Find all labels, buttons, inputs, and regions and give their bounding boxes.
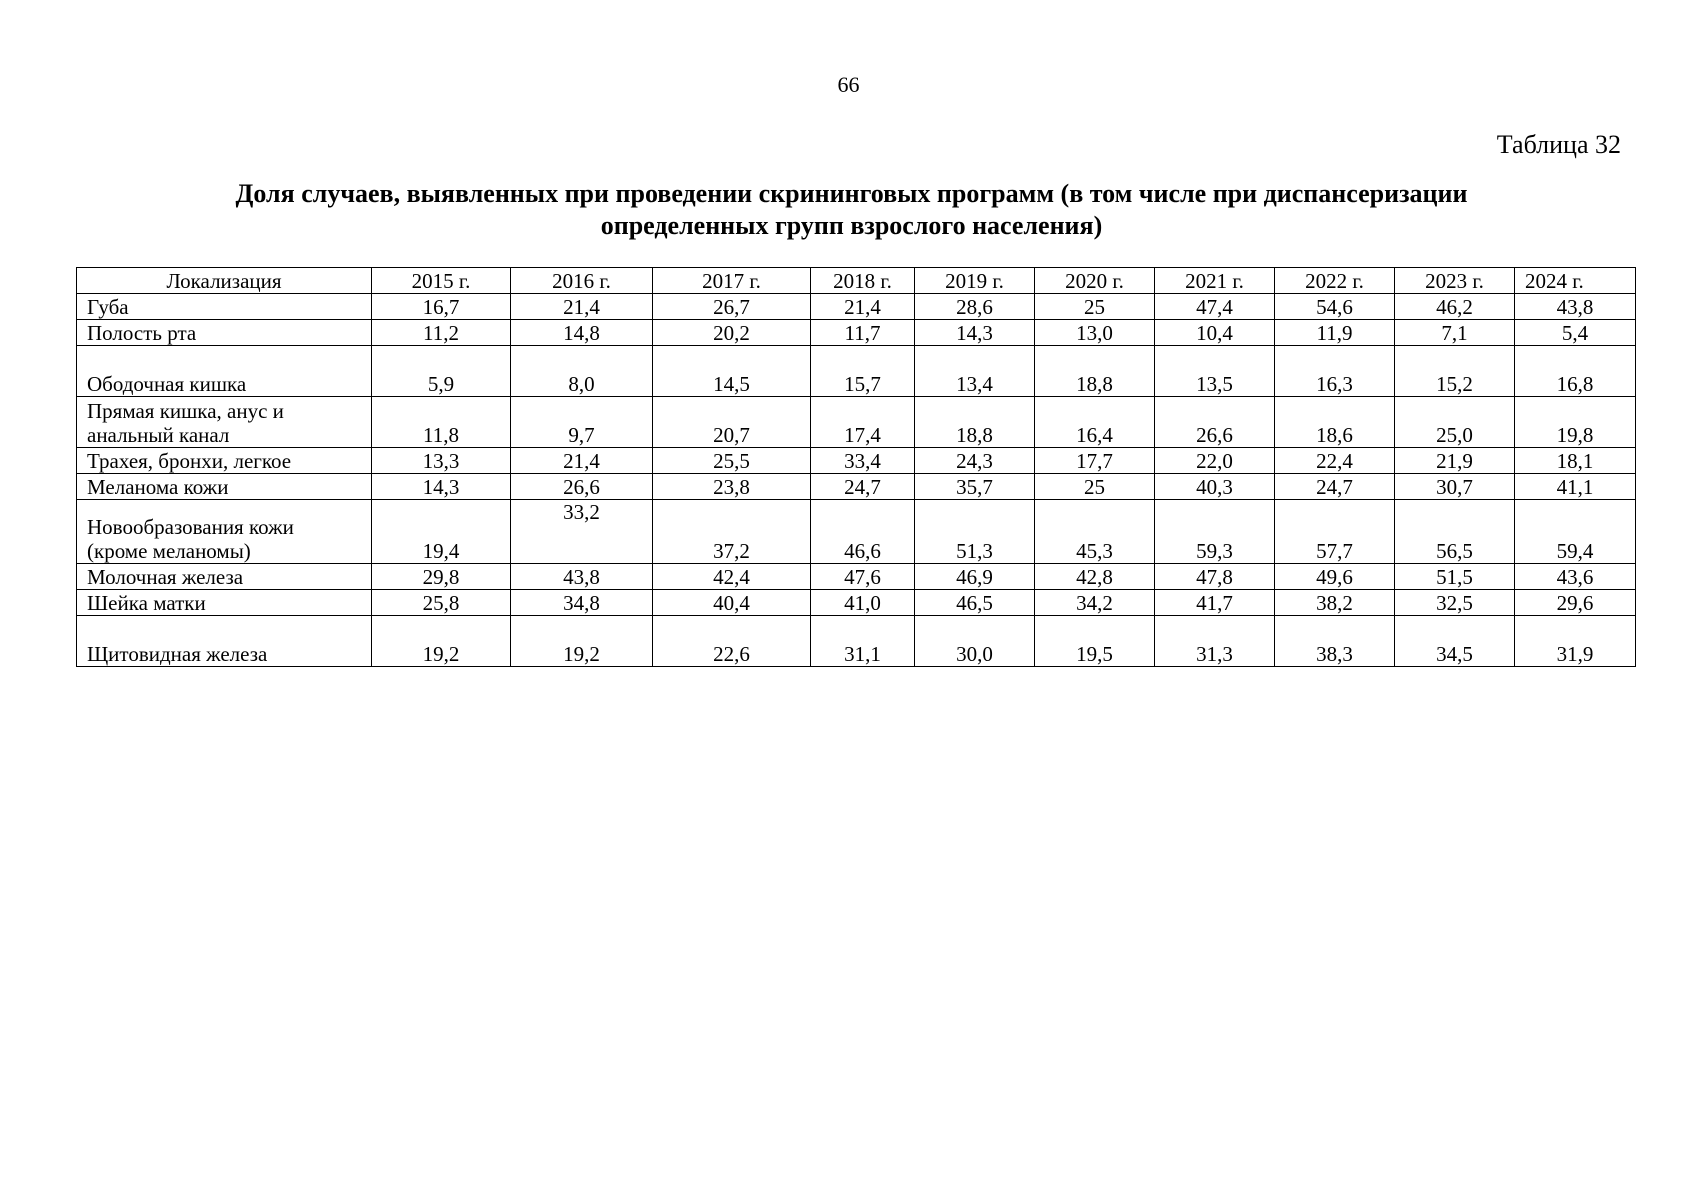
header-cell: 2020 г.: [1035, 268, 1155, 294]
value-cell: 21,4: [511, 294, 653, 320]
header-cell: 2018 г.: [811, 268, 915, 294]
value-cell: 11,9: [1275, 320, 1395, 346]
value-cell: 41,0: [811, 590, 915, 616]
value-cell: 47,8: [1155, 564, 1275, 590]
value-cell: 16,8: [1515, 346, 1636, 397]
document-title: [76, 178, 1627, 242]
value-cell: 21,4: [511, 448, 653, 474]
value-cell: 18,6: [1275, 397, 1395, 448]
value-cell: 5,4: [1515, 320, 1636, 346]
value-cell: 21,9: [1395, 448, 1515, 474]
value-cell: 31,3: [1155, 616, 1275, 667]
value-cell: 17,7: [1035, 448, 1155, 474]
table-row: [77, 346, 1636, 397]
value-cell: 14,5: [653, 346, 811, 397]
value-cell: 42,8: [1035, 564, 1155, 590]
localization-cell: Полость рта: [77, 320, 372, 346]
value-cell: 43,8: [511, 564, 653, 590]
value-cell: 43,6: [1515, 564, 1636, 590]
localization-line: Новообразования кожи: [87, 515, 294, 539]
value-cell: 40,4: [653, 590, 811, 616]
value-cell: 33,2: [511, 500, 653, 564]
value-cell: 34,5: [1395, 616, 1515, 667]
value-cell: 19,5: [1035, 616, 1155, 667]
value-cell: 26,6: [1155, 397, 1275, 448]
table-label: Таблица 32: [1496, 130, 1621, 159]
value-cell: 26,7: [653, 294, 811, 320]
value-cell: 28,6: [915, 294, 1035, 320]
table-row: [77, 500, 1636, 564]
value-cell: 38,2: [1275, 590, 1395, 616]
localization-line: Прямая кишка, анус и: [87, 399, 284, 423]
value-cell: 18,1: [1515, 448, 1636, 474]
table-row: [77, 320, 1636, 346]
value-cell: 21,4: [811, 294, 915, 320]
value-cell: 20,2: [653, 320, 811, 346]
value-cell: 11,8: [372, 397, 511, 448]
page-number: 66: [837, 72, 860, 97]
value-cell: 18,8: [1035, 346, 1155, 397]
value-cell: 22,6: [653, 616, 811, 667]
value-cell: 17,4: [811, 397, 915, 448]
value-cell: 14,3: [915, 320, 1035, 346]
table-row: [77, 590, 1636, 616]
value-cell: 31,9: [1515, 616, 1636, 667]
value-cell: 40,3: [1155, 474, 1275, 500]
value-cell: 19,2: [372, 616, 511, 667]
value-cell: 19,2: [511, 616, 653, 667]
value-cell: 9,7: [511, 397, 653, 448]
value-cell: 46,5: [915, 590, 1035, 616]
value-cell: 33,4: [811, 448, 915, 474]
value-cell: 31,1: [811, 616, 915, 667]
localization-cell: [77, 397, 372, 448]
header-cell: 2021 г.: [1155, 268, 1275, 294]
localization-cell: Молочная железа: [77, 564, 372, 590]
value-cell: 25,5: [653, 448, 811, 474]
header-cell: 2022 г.: [1275, 268, 1395, 294]
value-cell: 14,3: [372, 474, 511, 500]
value-cell: 30,7: [1395, 474, 1515, 500]
title-line-1: Доля случаев, выявленных при проведении скрининговых программ (в том числе при диспансеризации: [235, 179, 1468, 208]
value-cell: 24,7: [811, 474, 915, 500]
value-cell: 18,8: [915, 397, 1035, 448]
value-cell: 30,0: [915, 616, 1035, 667]
value-cell: 25: [1035, 294, 1155, 320]
localization-cell: Меланома кожи: [77, 474, 372, 500]
value-cell: 22,4: [1275, 448, 1395, 474]
table-row: [77, 397, 1636, 448]
screening-share-table: [76, 267, 1636, 667]
value-cell: 25: [1035, 474, 1155, 500]
value-cell: 47,4: [1155, 294, 1275, 320]
localization-cell: Шейка матки: [77, 590, 372, 616]
value-cell: 13,4: [915, 346, 1035, 397]
localization-cell: Губа: [77, 294, 372, 320]
table-row: [77, 474, 1636, 500]
value-cell: 46,6: [811, 500, 915, 564]
value-cell: 34,8: [511, 590, 653, 616]
value-cell: 13,0: [1035, 320, 1155, 346]
value-cell: 29,8: [372, 564, 511, 590]
value-cell: 8,0: [511, 346, 653, 397]
value-cell: 16,3: [1275, 346, 1395, 397]
value-cell: 13,3: [372, 448, 511, 474]
value-cell: 46,9: [915, 564, 1035, 590]
value-cell: 24,3: [915, 448, 1035, 474]
value-cell: 46,2: [1395, 294, 1515, 320]
value-cell: 59,3: [1155, 500, 1275, 564]
value-cell: 5,9: [372, 346, 511, 397]
localization-cell: Трахея, бронхи, легкое: [77, 448, 372, 474]
header-cell: 2015 г.: [372, 268, 511, 294]
value-cell: 15,2: [1395, 346, 1515, 397]
value-cell: 16,4: [1035, 397, 1155, 448]
value-cell: 51,3: [915, 500, 1035, 564]
value-cell: 15,7: [811, 346, 915, 397]
table-row: [77, 616, 1636, 667]
value-cell: 19,4: [372, 500, 511, 564]
value-cell: 25,8: [372, 590, 511, 616]
value-cell: 7,1: [1395, 320, 1515, 346]
header-cell: 2023 г.: [1395, 268, 1515, 294]
table-row: [77, 294, 1636, 320]
value-cell: 16,7: [372, 294, 511, 320]
value-cell: 42,4: [653, 564, 811, 590]
value-cell: 51,5: [1395, 564, 1515, 590]
header-cell: 2019 г.: [915, 268, 1035, 294]
localization-line: (кроме меланомы): [87, 539, 251, 563]
header-cell: Локализация: [77, 268, 372, 294]
value-cell: 59,4: [1515, 500, 1636, 564]
value-cell: 22,0: [1155, 448, 1275, 474]
value-cell: 26,6: [511, 474, 653, 500]
value-cell: 20,7: [653, 397, 811, 448]
value-cell: 34,2: [1035, 590, 1155, 616]
value-cell: 41,7: [1155, 590, 1275, 616]
header-cell: 2017 г.: [653, 268, 811, 294]
header-cell: 2024 г.: [1515, 268, 1636, 294]
localization-cell: Щитовидная железа: [77, 616, 372, 667]
localization-cell: Ободочная кишка: [77, 346, 372, 397]
localization-cell: [77, 500, 372, 564]
value-cell: 56,5: [1395, 500, 1515, 564]
localization-line: анальный канал: [87, 423, 230, 447]
value-cell: 25,0: [1395, 397, 1515, 448]
value-cell: 32,5: [1395, 590, 1515, 616]
value-cell: 57,7: [1275, 500, 1395, 564]
value-cell: 38,3: [1275, 616, 1395, 667]
table-row: [77, 448, 1636, 474]
title-line-2: определенных групп взрослого населения): [600, 211, 1103, 240]
header-row: [77, 268, 1636, 294]
value-cell: 23,8: [653, 474, 811, 500]
value-cell: 29,6: [1515, 590, 1636, 616]
value-cell: 43,8: [1515, 294, 1636, 320]
value-cell: 35,7: [915, 474, 1035, 500]
value-cell: 37,2: [653, 500, 811, 564]
value-cell: 45,3: [1035, 500, 1155, 564]
value-cell: 10,4: [1155, 320, 1275, 346]
value-cell: 41,1: [1515, 474, 1636, 500]
value-cell: 13,5: [1155, 346, 1275, 397]
value-cell: 54,6: [1275, 294, 1395, 320]
value-cell: 19,8: [1515, 397, 1636, 448]
value-cell: 11,2: [372, 320, 511, 346]
value-cell: 14,8: [511, 320, 653, 346]
table-row: [77, 564, 1636, 590]
header-cell: 2016 г.: [511, 268, 653, 294]
value-cell: 49,6: [1275, 564, 1395, 590]
value-cell: 47,6: [811, 564, 915, 590]
value-cell: 11,7: [811, 320, 915, 346]
value-cell: 24,7: [1275, 474, 1395, 500]
